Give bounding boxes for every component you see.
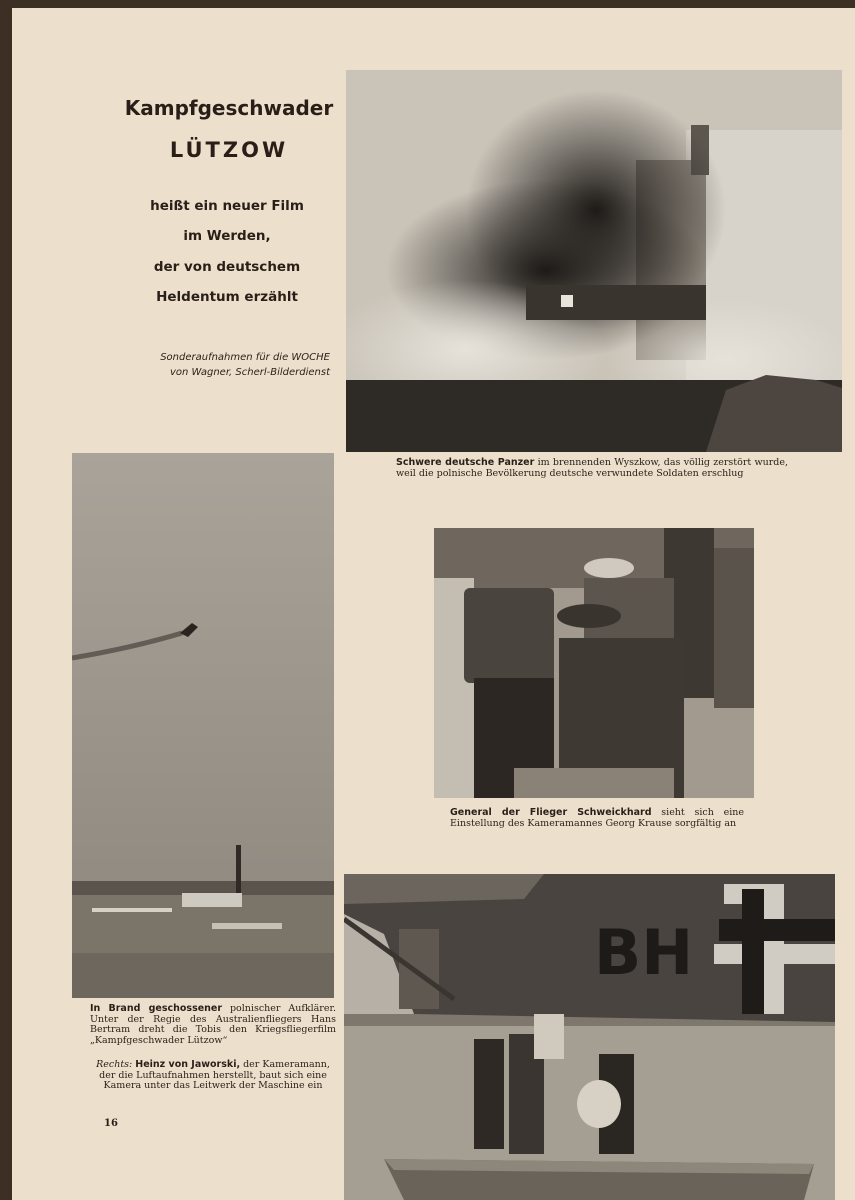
caption-jaworski-lead: Heinz von Jaworski, (135, 1059, 241, 1070)
photo-credit-line-1: Sonderaufnahmen für die WOCHE (160, 352, 330, 363)
caption-aufklaerer-lead: In Brand geschossener (90, 1003, 223, 1014)
caption-general (450, 808, 744, 829)
subline-3: der von deutschem (153, 259, 301, 275)
aircraft-marking: BH (594, 916, 694, 989)
photo-general-camera (434, 528, 754, 798)
page-number: 16 (104, 1118, 118, 1129)
caption-general-lead: General der Flieger Schweickhard (450, 807, 652, 818)
caption-aufklaerer-text: polnischer Aufklärer. Unter der Regie des Australienfliegers Hans Bertram dreht die Tobis den Kriegsfliegerfilm „Kampfgeschwader Lützow“ (90, 1003, 336, 1046)
magazine-page (12, 8, 855, 1200)
headline-title: Kampfgeschwader (124, 96, 334, 120)
caption-jaworski-prefix: Rechts: (96, 1059, 133, 1070)
caption-general-text: sieht sich eine Einstellung des Kameramannes Georg Krause sorgfältig an (450, 807, 744, 829)
caption-panzer-text: im brennenden Wyszkow, das völlig zerstört wurde, weil die polnische Bevölkerung deutsche verwundete Soldaten erschlug (396, 457, 788, 479)
photo-credit-line-2: von Wagner, Scherl-Bilderdienst (169, 367, 330, 378)
caption-jaworski-text: der Kameramann, der die Luftaufnahmen herstellt, baut sich eine Kamera unter das Leitwerk der Maschine ein (99, 1059, 330, 1091)
caption-aufklaerer (90, 1004, 336, 1046)
photo-burning-town (346, 70, 842, 452)
subline-2: im Werden, (183, 228, 271, 244)
photo-aircraft-shot-down (72, 453, 334, 998)
photo-seaplane-camera (344, 874, 835, 1200)
subline-4: Heldentum erzählt (156, 289, 298, 305)
headline-film-name: LÜTZOW (169, 138, 289, 162)
caption-jaworski (90, 1060, 336, 1092)
caption-panzer-lead: Schwere deutsche Panzer (396, 457, 535, 468)
caption-panzer (396, 458, 788, 479)
subline-1: heißt ein neuer Film (150, 198, 304, 214)
